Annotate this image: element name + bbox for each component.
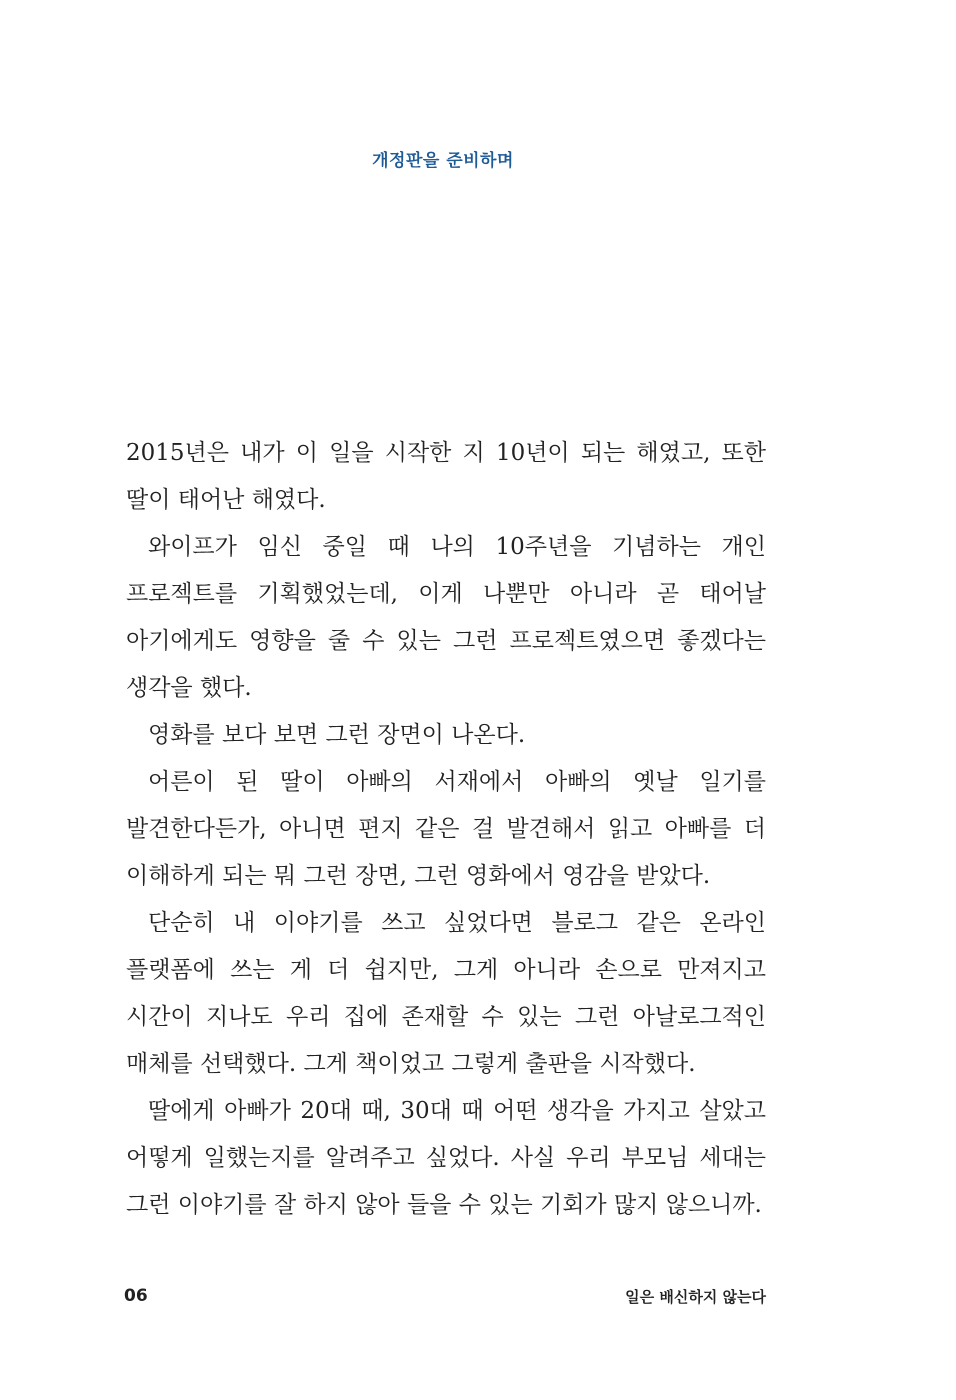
paragraph-1: 2015년은 내가 이 일을 시작한 지 10년이 되는 해였고, 또한 딸이 태어난 해였다. <box>126 440 766 513</box>
body-text <box>126 430 766 1229</box>
paragraph-5: 단순히 내 이야기를 쓰고 싶었다면 블로그 같은 온라인 플랫폼에 쓰는 게 더 쉽지만, 그게 아니라 손으로 만져지고 시간이 지나도 우리 집에 존재할 수 있는 그런 아날로그적인 매체를 선택했다. 그게 책이었고 그렇게 출판을 시작했다. <box>126 910 766 1077</box>
page-number: 06 <box>124 1286 148 1306</box>
paragraph-6: 딸에게 아빠가 20대 때, 30대 때 어떤 생각을 가지고 살았고 어떻게 일했는지를 알려주고 싶었다. 사실 우리 부모님 세대는 그런 이야기를 잘 하지 않아 들을 수 있는 기회가 많지 않으니까. <box>126 1098 766 1218</box>
paragraph-2: 와이프가 임신 중일 때 나의 10주년을 기념하는 개인 프로젝트를 기획했었는데, 이게 나뿐만 아니라 곧 태어날 아기에게도 영향을 줄 수 있는 그런 프로젝트였으면 좋겠다는 생각을 했다. <box>126 534 766 701</box>
running-book-title: 일은 배신하지 않는다 <box>625 1288 766 1306</box>
page-title: 개정판을 준비하며 <box>372 151 514 171</box>
paragraph-4: 어른이 된 딸이 아빠의 서재에서 아빠의 옛날 일기를 발견한다든가, 아니면 편지 같은 걸 발견해서 읽고 아빠를 더 이해하게 되는 뭐 그런 장면, 그런 영화에서 영감을 받았다. <box>126 769 766 889</box>
paragraph-3: 영화를 보다 보면 그런 장면이 나온다. <box>148 722 526 748</box>
